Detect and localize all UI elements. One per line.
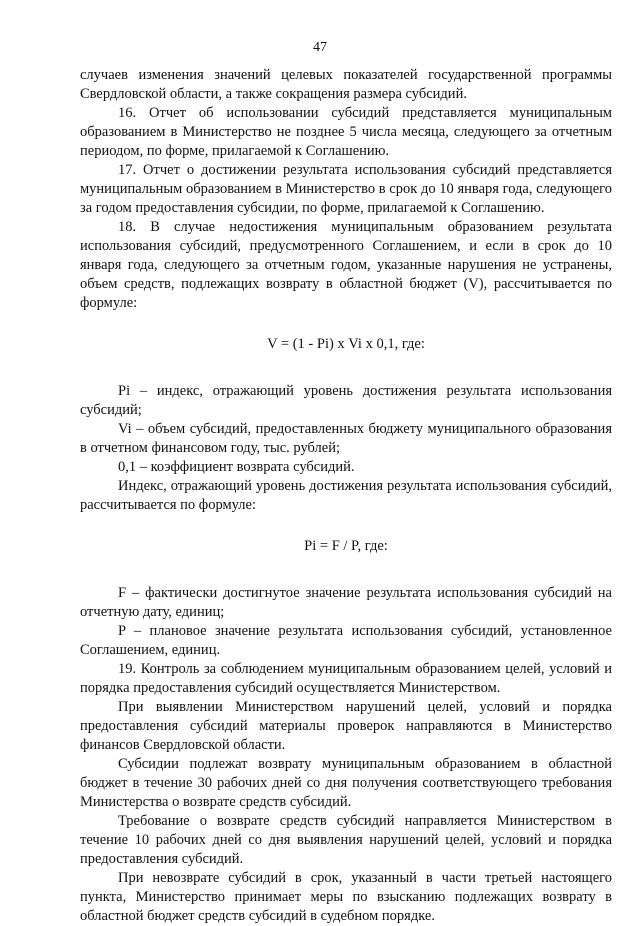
paragraph-refund: Субсидии подлежат возврату муниципальным образованием в областной бюджет в течение 30 рабочих дней со дня получения соответствующего требования Министерства о возврате средств субсидий. [80, 756, 612, 810]
spacer [80, 556, 612, 584]
paragraph-16: 16. Отчет об использовании субсидий представляется муниципальным образованием в Министерство не позднее 5 числа месяца, следующего за отчетным периодом, по форме, прилагаемой к Соглашению. [80, 105, 612, 159]
definition-vi: Vi – объем субсидий, предоставленных бюджету муниципального образования в отчетном финансовом году, тыс. рублей; [80, 421, 612, 456]
document-body [80, 66, 612, 926]
paragraph-refund-request: Требование о возврате средств субсидий направляется Министерством в течение 10 рабочих дней со дня выявления нарушений целей, условий и порядка предоставления субсидий. [80, 813, 612, 867]
definition-coefficient: 0,1 – коэффициент возврата субсидий. [118, 459, 355, 475]
spacer [80, 354, 612, 382]
paragraph-19: 19. Контроль за соблюдением муниципальным образованием целей, условий и порядка предоставления субсидий осуществляется Министерством. [80, 661, 612, 696]
definition-f: F – фактически достигнутое значение результата использования субсидий на отчетную дату, единиц; [80, 585, 612, 620]
paragraph-18: 18. В случае недостижения муниципальным образованием результата использования субсидий, предусмотренного Соглашением, и если в срок до 10 января года, следующего за отчетным годом, указанные нарушения не устранены, объем средств, подлежащих возврату в областной бюджет (V), рассчитывается по формуле: [80, 219, 612, 311]
spacer [80, 515, 612, 537]
paragraph-violations: При выявлении Министерством нарушений целей, условий и порядка предоставления субсидий материалы проверок направляются в Министерство финансов Свердловской области. [80, 699, 612, 753]
page-number: 47 [313, 40, 327, 55]
formula-index: Pi = F / P, где: [304, 538, 388, 554]
definition-pi: Pi – индекс, отражающий уровень достижения результата использования субсидий; [80, 383, 612, 418]
index-intro: Индекс, отражающий уровень достижения результата использования субсидий, рассчитывается по формуле: [80, 478, 612, 513]
paragraph-continuation: случаев изменения значений целевых показателей государственной программы Свердловской области, а также сокращения размера субсидий. [80, 67, 612, 102]
definition-p: P – плановое значение результата использования субсидий, установленное Соглашением, единиц. [80, 623, 612, 658]
spacer [80, 313, 612, 335]
paragraph-court-recovery: При невозврате субсидий в срок, указанный в части третьей настоящего пункта, Министерство принимает меры по взысканию подлежащих возврату в областной бюджет средств субсидий в судебном порядке. [80, 870, 612, 924]
paragraph-17: 17. Отчет о достижении результата использования субсидий представляется муниципальным образованием в Министерство в срок до 10 января года, следующего за годом предоставления субсидии, по форме, прилагаемой к Соглашению. [80, 162, 612, 216]
formula-volume-return: V = (1 - Pi) х Vi х 0,1, где: [267, 336, 425, 352]
